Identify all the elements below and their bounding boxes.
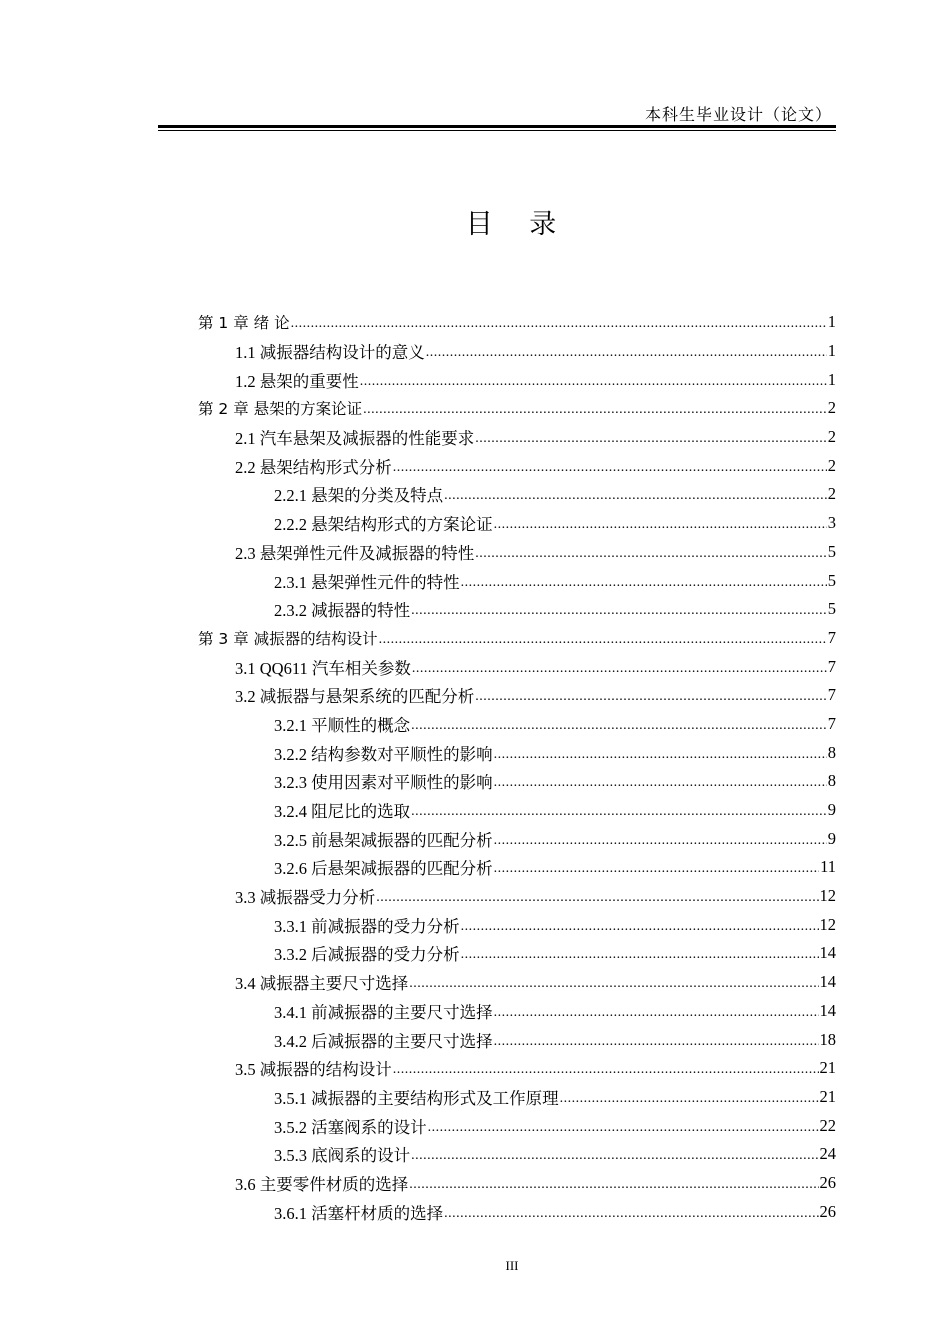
toc-dot-leader bbox=[461, 947, 819, 963]
toc-entry-page: 12 bbox=[819, 886, 836, 906]
toc-dot-leader bbox=[411, 804, 827, 820]
toc-entry-label: 第 2 章 悬架的方案论证 bbox=[198, 400, 363, 419]
toc-entry-label: 3.4 减振器主要尺寸选择 bbox=[235, 974, 409, 994]
toc-subsection-entry[interactable] bbox=[198, 939, 836, 968]
toc-entry-page: 14 bbox=[819, 943, 836, 963]
toc-section-entry[interactable] bbox=[198, 423, 836, 452]
header-rule-thin bbox=[158, 130, 836, 131]
toc-chapter-entry[interactable] bbox=[198, 308, 836, 337]
toc-subsection-entry[interactable] bbox=[198, 595, 836, 624]
toc-dot-leader bbox=[475, 689, 827, 705]
toc-dot-leader bbox=[393, 1062, 819, 1078]
toc-entry-page: 14 bbox=[819, 1000, 836, 1020]
toc-entry-page: 12 bbox=[819, 914, 836, 934]
toc-dot-leader bbox=[379, 632, 827, 648]
toc-entry-page: 7 bbox=[827, 627, 836, 647]
toc-entry-label: 2.3.2 减振器的特性 bbox=[274, 601, 411, 621]
toc-subsection-entry[interactable] bbox=[198, 910, 836, 939]
toc-dot-leader bbox=[412, 661, 827, 677]
toc-dot-leader bbox=[494, 517, 827, 533]
toc-section-entry[interactable] bbox=[198, 968, 836, 997]
table-of-contents bbox=[198, 308, 836, 1226]
toc-subsection-entry[interactable] bbox=[198, 509, 836, 538]
toc-section-entry[interactable] bbox=[198, 337, 836, 366]
toc-section-entry[interactable] bbox=[198, 652, 836, 681]
toc-subsection-entry[interactable] bbox=[198, 796, 836, 825]
toc-section-entry[interactable] bbox=[198, 1054, 836, 1083]
toc-entry-page: 24 bbox=[819, 1144, 836, 1164]
toc-entry-label: 3.3.2 后减振器的受力分析 bbox=[274, 945, 460, 965]
toc-entry-label: 3.5.1 减振器的主要结构形式及工作原理 bbox=[274, 1088, 559, 1108]
toc-dot-leader bbox=[409, 1177, 818, 1193]
toc-entry-page: 11 bbox=[820, 857, 836, 877]
toc-dot-leader bbox=[393, 460, 827, 476]
toc-entry-page: 21 bbox=[819, 1086, 836, 1106]
toc-subsection-entry[interactable] bbox=[198, 824, 836, 853]
toc-entry-label: 3.2.1 平顺性的概念 bbox=[274, 715, 411, 735]
toc-subsection-entry[interactable] bbox=[198, 1083, 836, 1112]
toc-dot-leader bbox=[494, 1034, 819, 1050]
toc-subsection-entry[interactable] bbox=[198, 1111, 836, 1140]
toc-subsection-entry[interactable] bbox=[198, 767, 836, 796]
toc-entry-page: 26 bbox=[819, 1172, 836, 1192]
toc-dot-leader bbox=[409, 976, 818, 992]
toc-section-entry[interactable] bbox=[198, 451, 836, 480]
toc-entry-label: 2.2.1 悬架的分类及特点 bbox=[274, 486, 444, 506]
toc-entry-label: 2.2.2 悬架结构形式的方案论证 bbox=[274, 515, 493, 535]
toc-entry-page: 1 bbox=[827, 341, 836, 361]
toc-dot-leader bbox=[475, 431, 827, 447]
toc-entry-page: 5 bbox=[827, 570, 836, 590]
toc-dot-leader bbox=[428, 1120, 819, 1136]
toc-dot-leader bbox=[426, 345, 827, 361]
toc-entry-page: 5 bbox=[827, 599, 836, 619]
toc-entry-page: 18 bbox=[819, 1029, 836, 1049]
toc-entry-label: 3.5.3 底阀系的设计 bbox=[274, 1146, 411, 1166]
toc-entry-label: 第 3 章 减振器的结构设计 bbox=[198, 629, 378, 648]
toc-subsection-entry[interactable] bbox=[198, 997, 836, 1026]
toc-entry-page: 3 bbox=[827, 513, 836, 533]
toc-dot-leader bbox=[444, 488, 827, 504]
toc-entry-page: 26 bbox=[819, 1201, 836, 1221]
toc-entry-page: 7 bbox=[827, 656, 836, 676]
toc-entry-label: 第 1 章 绪 论 bbox=[198, 314, 290, 333]
toc-entry-label: 3.6.1 活塞杆材质的选择 bbox=[274, 1203, 444, 1223]
toc-dot-leader bbox=[444, 1206, 818, 1222]
toc-section-entry[interactable] bbox=[198, 365, 836, 394]
toc-dot-leader bbox=[291, 316, 827, 332]
toc-dot-leader bbox=[475, 546, 827, 562]
toc-entry-page: 1 bbox=[827, 369, 836, 389]
toc-dot-leader bbox=[461, 919, 819, 935]
toc-dot-leader bbox=[376, 890, 818, 906]
toc-entry-label: 3.3 减振器受力分析 bbox=[235, 888, 376, 908]
toc-dot-leader bbox=[560, 1091, 819, 1107]
toc-entry-page: 22 bbox=[819, 1115, 836, 1135]
toc-entry-page: 21 bbox=[819, 1058, 836, 1078]
toc-entry-label: 2.2 悬架结构形式分析 bbox=[235, 457, 392, 477]
toc-dot-leader bbox=[494, 747, 827, 763]
toc-entry-label: 3.5.2 活塞阀系的设计 bbox=[274, 1117, 427, 1137]
toc-entry-page: 8 bbox=[827, 742, 836, 762]
toc-entry-page: 2 bbox=[827, 455, 836, 475]
toc-dot-leader bbox=[411, 718, 827, 734]
toc-entry-label: 3.2.4 阻尼比的选取 bbox=[274, 802, 411, 822]
toc-entry-label: 3.2.2 结构参数对平顺性的影响 bbox=[274, 744, 493, 764]
toc-entry-label: 3.2.5 前悬架减振器的匹配分析 bbox=[274, 830, 493, 850]
toc-entry-page: 7 bbox=[827, 713, 836, 733]
toc-entry-page: 14 bbox=[819, 972, 836, 992]
toc-subsection-entry[interactable] bbox=[198, 480, 836, 509]
toc-entry-label: 3.2.3 使用因素对平顺性的影响 bbox=[274, 773, 493, 793]
toc-entry-page: 9 bbox=[827, 800, 836, 820]
toc-entry-label: 2.1 汽车悬架及减振器的性能要求 bbox=[235, 429, 475, 449]
toc-entry-page: 9 bbox=[827, 828, 836, 848]
toc-entry-label: 3.4.1 前减振器的主要尺寸选择 bbox=[274, 1002, 493, 1022]
toc-subsection-entry[interactable] bbox=[198, 566, 836, 595]
toc-entry-label: 2.3.1 悬架弹性元件的特性 bbox=[274, 572, 460, 592]
toc-entry-page: 2 bbox=[827, 398, 836, 418]
toc-entry-label: 3.4.2 后减振器的主要尺寸选择 bbox=[274, 1031, 493, 1051]
toc-entry-page: 2 bbox=[827, 427, 836, 447]
toc-entry-label: 2.3 悬架弹性元件及减振器的特性 bbox=[235, 543, 475, 563]
toc-section-entry[interactable] bbox=[198, 882, 836, 911]
toc-entry-label: 3.1 QQ611 汽车相关参数 bbox=[235, 658, 411, 678]
toc-dot-leader bbox=[461, 575, 827, 591]
toc-entry-label: 3.2.6 后悬架减振器的匹配分析 bbox=[274, 859, 493, 879]
toc-section-entry[interactable] bbox=[198, 538, 836, 567]
toc-chapter-entry[interactable] bbox=[198, 394, 836, 423]
toc-chapter-entry[interactable] bbox=[198, 624, 836, 653]
toc-subsection-entry[interactable] bbox=[198, 853, 836, 882]
toc-entry-page: 8 bbox=[827, 771, 836, 791]
toc-entry-label: 1.1 减振器结构设计的意义 bbox=[235, 343, 425, 363]
header-title: 本科生毕业设计（论文） bbox=[644, 107, 832, 124]
page-title: 目 录 bbox=[465, 209, 571, 240]
toc-subsection-entry[interactable] bbox=[198, 710, 836, 739]
toc-section-entry[interactable] bbox=[198, 1169, 836, 1198]
toc-entry-page: 2 bbox=[827, 484, 836, 504]
toc-entry-page: 7 bbox=[827, 685, 836, 705]
toc-entry-label: 3.3.1 前减振器的受力分析 bbox=[274, 916, 460, 936]
toc-dot-leader bbox=[360, 374, 827, 390]
toc-dot-leader bbox=[494, 861, 819, 877]
toc-dot-leader bbox=[411, 603, 827, 619]
footer-page-number: III bbox=[505, 1258, 519, 1273]
toc-dot-leader bbox=[494, 1005, 819, 1021]
toc-entry-label: 3.2 减振器与悬架系统的匹配分析 bbox=[235, 687, 475, 707]
toc-subsection-entry[interactable] bbox=[198, 1025, 836, 1054]
toc-dot-leader bbox=[363, 402, 827, 418]
toc-subsection-entry[interactable] bbox=[198, 738, 836, 767]
toc-entry-label: 1.2 悬架的重要性 bbox=[235, 371, 359, 391]
toc-entry-page: 5 bbox=[827, 541, 836, 561]
toc-subsection-entry[interactable] bbox=[198, 1197, 836, 1226]
header-rule-thick bbox=[158, 125, 836, 128]
toc-dot-leader bbox=[411, 1148, 818, 1164]
toc-entry-label: 3.6 主要零件材质的选择 bbox=[235, 1174, 409, 1194]
toc-dot-leader bbox=[494, 833, 827, 849]
toc-entry-label: 3.5 减振器的结构设计 bbox=[235, 1060, 392, 1080]
toc-dot-leader bbox=[494, 775, 827, 791]
toc-section-entry[interactable] bbox=[198, 681, 836, 710]
toc-subsection-entry[interactable] bbox=[198, 1140, 836, 1169]
toc-entry-page: 1 bbox=[827, 312, 836, 332]
